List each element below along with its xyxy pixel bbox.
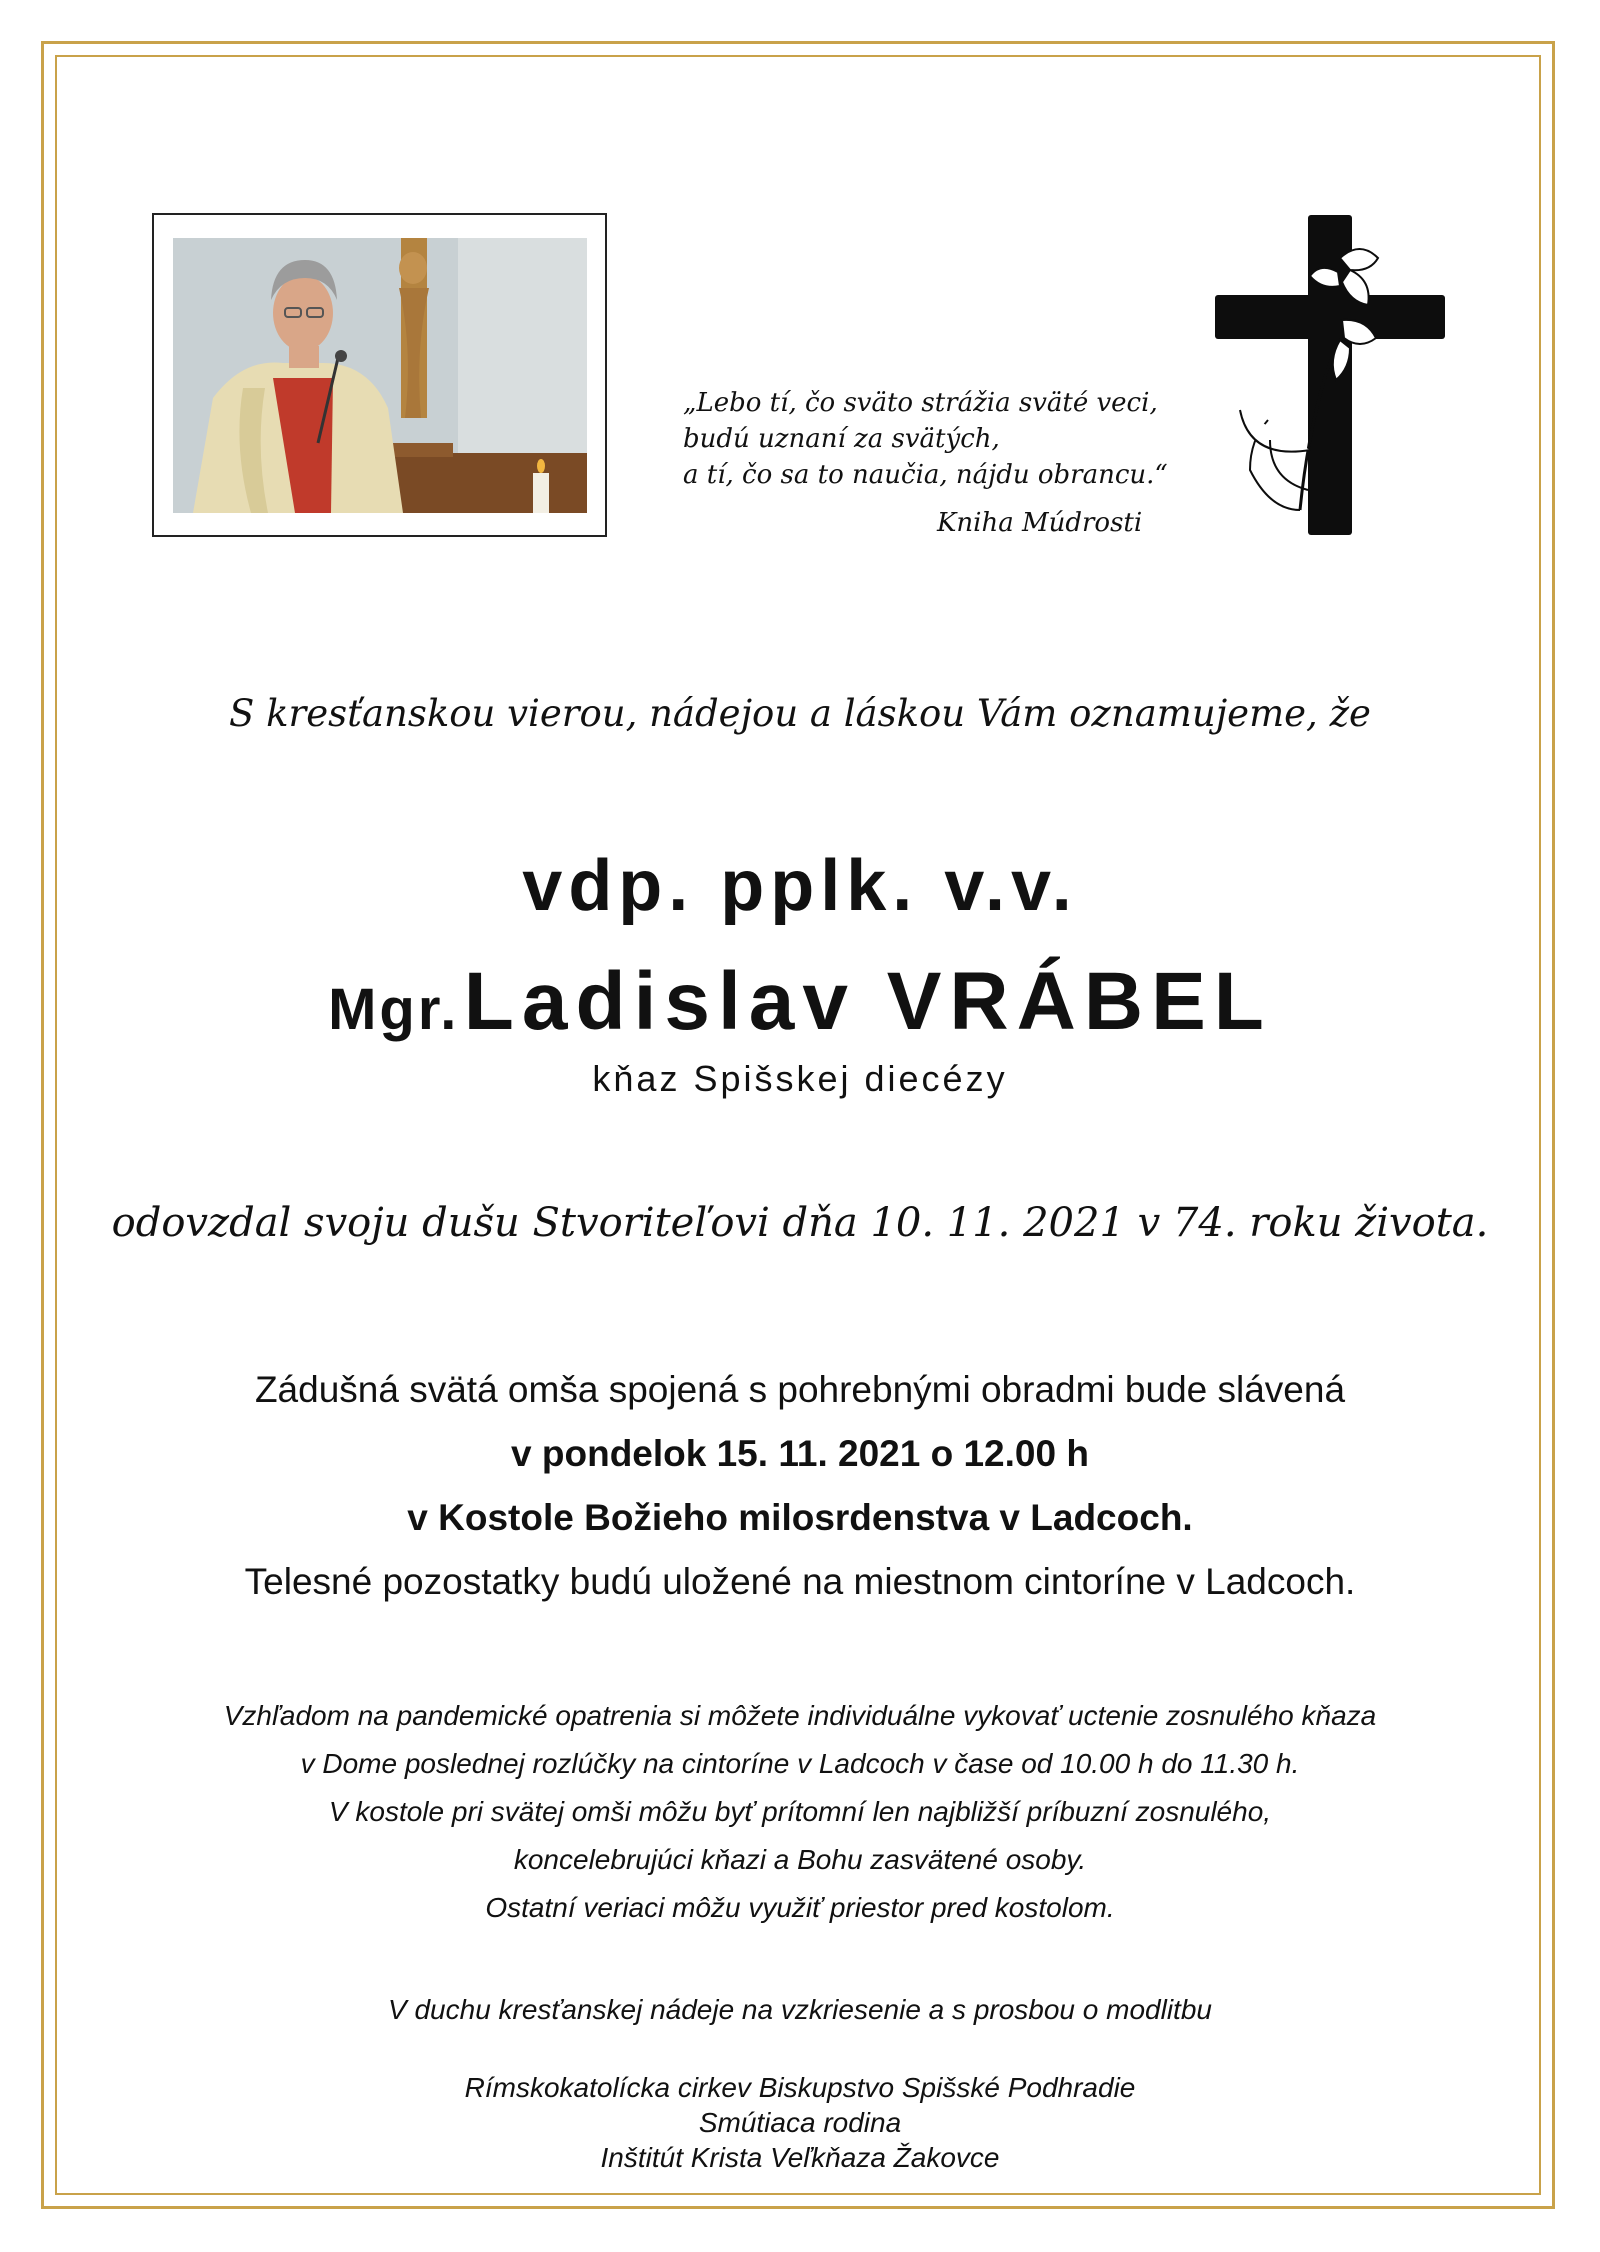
funeral-intro-line: Zádušná svätá omša spojená s pohrebnými obradmi bude slávená <box>254 1369 1346 1410</box>
notice-line: koncelebrujúci kňazi a Bohu zasvätené osoby. <box>513 1844 1087 1875</box>
notice-line: Ostatní veriaci môžu využiť priestor pred kostolom. <box>485 1892 1115 1923</box>
deceased-title: vdp. pplk. v.v. <box>522 846 1078 926</box>
signer: Inštitút Krista Veľkňaza Žakovce <box>600 2142 1000 2173</box>
deceased-name: Ladislav VRÁBEL <box>463 956 1272 1047</box>
bible-quote <box>683 385 1203 493</box>
funeral-details <box>0 1358 1600 1614</box>
quote-line: budú uznaní za svätých, <box>683 424 1000 454</box>
burial-line: Telesné pozostatky budú uložené na miestnom cintoríne v Ladcoch. <box>244 1561 1356 1602</box>
funeral-place: v Kostole Božieho milosrdenstva v Ladcoch. <box>407 1497 1193 1538</box>
signers <box>0 2070 1600 2175</box>
quote-source: Kniha Múdrosti <box>937 508 1143 538</box>
cross-with-lily-icon <box>1210 210 1450 540</box>
intro-text: S kresťanskou vierou, nádejou a láskou Vám oznamujeme, že <box>229 692 1371 735</box>
pandemic-notice <box>0 1692 1600 1932</box>
notice-line: v Dome poslednej rozlúčky na cintoríne v Ladcoch v čase od 10.00 h do 11.30 h. <box>300 1748 1300 1779</box>
funeral-date: v pondelok 15. 11. 2021 o 12.00 h <box>511 1433 1089 1474</box>
deceased-prefix: Mgr. <box>328 977 460 1042</box>
quote-line: a tí, čo sa to naučia, nájdu obrancu.“ <box>683 460 1168 490</box>
prayer-request: V duchu kresťanskej nádeje na vzkriesenie a s prosbou o modlitbu <box>388 1994 1212 2025</box>
portrait-frame <box>152 213 607 537</box>
quote-line: „Lebo tí, čo sväto strážia sväté veci, <box>683 388 1158 418</box>
deceased-name-line <box>0 955 1600 1049</box>
signer: Smútiaca rodina <box>698 2107 902 2138</box>
notice-line: V kostole pri svätej omši môžu byť prítomní len najbližší príbuzní zosnulého, <box>328 1796 1272 1827</box>
signer: Rímskokatolícka cirkev Biskupstvo Spišské Podhradie <box>464 2072 1136 2103</box>
deceased-role: kňaz Spišskej diecézy <box>592 1058 1008 1099</box>
portrait-photo <box>173 238 587 513</box>
notice-line: Vzhľadom na pandemické opatrenia si môžete individuálne vykovať uctenie zosnulého kňaza <box>223 1700 1377 1731</box>
death-statement: odovzdal svoju dušu Stvoriteľovi dňa 10. 11. 2021 v 74. roku života. <box>111 1200 1489 1246</box>
